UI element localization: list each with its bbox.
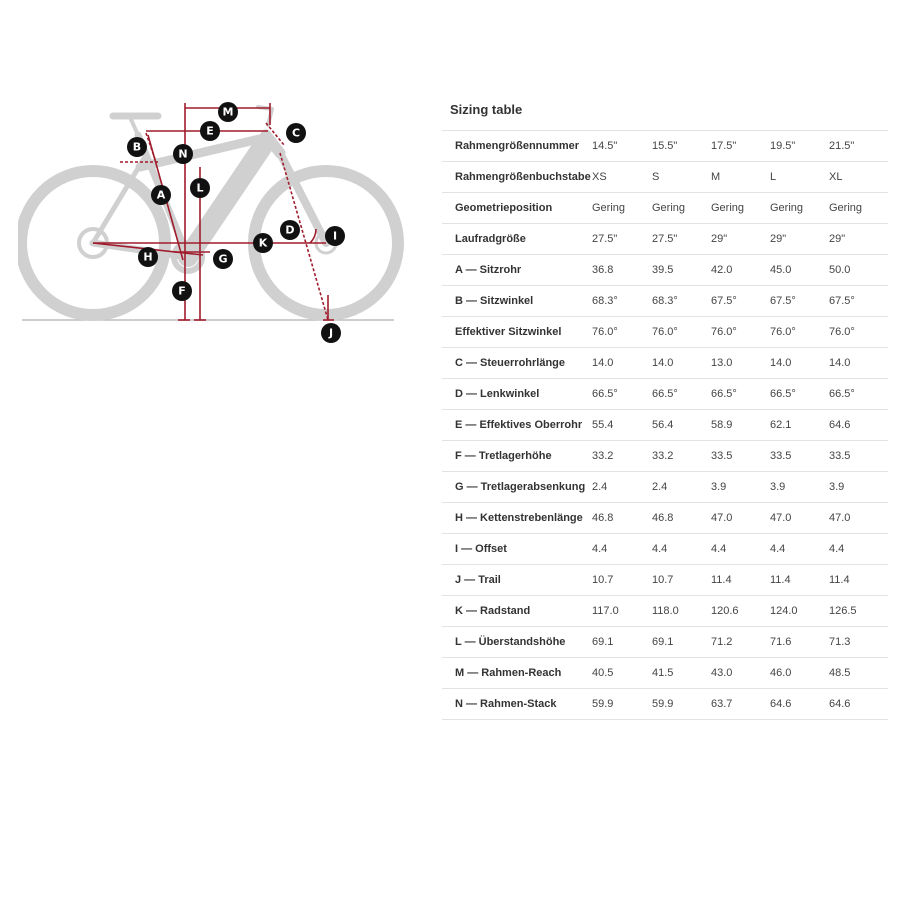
table-cell: 67.5° [711, 286, 770, 317]
marker-a [151, 185, 171, 205]
table-cell: L [770, 162, 829, 193]
svg-text:K: K [258, 236, 268, 250]
table-cell: 10.7 [592, 565, 652, 596]
marker-l [190, 178, 210, 198]
table-cell: Gering [711, 193, 770, 224]
table-cell: 29" [711, 224, 770, 255]
table-cell: 2.4 [592, 472, 652, 503]
table-cell: 13.0 [711, 348, 770, 379]
svg-text:M: M [222, 105, 234, 119]
table-cell: 39.5 [652, 255, 711, 286]
table-cell: 15.5" [652, 131, 711, 162]
table-cell: 3.9 [711, 472, 770, 503]
table-row [442, 255, 888, 286]
row-label: G — Tretlagerabsenkung [442, 472, 592, 503]
sizing-table [442, 130, 888, 720]
marker-d [280, 220, 300, 240]
table-row [442, 627, 888, 658]
table-row [442, 658, 888, 689]
table-cell: 124.0 [770, 596, 829, 627]
table-cell: 68.3° [592, 286, 652, 317]
table-cell: 33.5 [770, 441, 829, 472]
table-cell: 71.3 [829, 627, 888, 658]
table-cell: 14.0 [652, 348, 711, 379]
table-cell: 11.4 [711, 565, 770, 596]
svg-text:C: C [291, 126, 301, 140]
table-cell: 64.6 [829, 410, 888, 441]
svg-text:B: B [132, 140, 142, 154]
table-cell: 63.7 [711, 689, 770, 720]
table-cell: 76.0° [829, 317, 888, 348]
table-cell: 10.7 [652, 565, 711, 596]
table-cell: 76.0° [652, 317, 711, 348]
table-cell: Gering [770, 193, 829, 224]
table-cell: 71.6 [770, 627, 829, 658]
table-cell: 58.9 [711, 410, 770, 441]
svg-text:E: E [206, 124, 214, 138]
table-cell: 120.6 [711, 596, 770, 627]
table-row [442, 534, 888, 565]
table-cell: 64.6 [829, 689, 888, 720]
table-cell: 4.4 [652, 534, 711, 565]
table-cell: 46.8 [652, 503, 711, 534]
svg-text:F: F [178, 284, 186, 298]
table-row [442, 131, 888, 162]
table-cell: Gering [829, 193, 888, 224]
table-row [442, 162, 888, 193]
table-cell: 59.9 [592, 689, 652, 720]
table-cell: 43.0 [711, 658, 770, 689]
row-label: L — Überstandshöhe [442, 627, 592, 658]
sizing-table-title: Sizing table [450, 102, 523, 117]
table-row [442, 317, 888, 348]
row-label: Rahmengrößennummer [442, 131, 592, 162]
svg-text:L: L [196, 181, 204, 195]
table-cell: 56.4 [652, 410, 711, 441]
row-label: Laufradgröße [442, 224, 592, 255]
table-cell: 69.1 [592, 627, 652, 658]
table-cell: 45.0 [770, 255, 829, 286]
table-cell: 47.0 [711, 503, 770, 534]
table-cell: 27.5" [592, 224, 652, 255]
table-cell: 66.5° [592, 379, 652, 410]
row-label: M — Rahmen-Reach [442, 658, 592, 689]
table-cell: Gering [592, 193, 652, 224]
table-row [442, 596, 888, 627]
row-label: H — Kettenstrebenlänge [442, 503, 592, 534]
table-cell: 67.5° [829, 286, 888, 317]
table-row [442, 689, 888, 720]
row-label: J — Trail [442, 565, 592, 596]
table-row [442, 565, 888, 596]
row-label: B — Sitzwinkel [442, 286, 592, 317]
table-cell: 126.5 [829, 596, 888, 627]
table-cell: 47.0 [829, 503, 888, 534]
table-cell: 14.0 [829, 348, 888, 379]
row-label: E — Effektives Oberrohr [442, 410, 592, 441]
table-row [442, 410, 888, 441]
marker-f [172, 281, 192, 301]
marker-n [173, 144, 193, 164]
marker-k [253, 233, 273, 253]
table-cell: 118.0 [652, 596, 711, 627]
table-row [442, 224, 888, 255]
table-cell: 71.2 [711, 627, 770, 658]
marker-e [200, 121, 220, 141]
table-cell: 76.0° [711, 317, 770, 348]
table-cell: 21.5" [829, 131, 888, 162]
svg-text:D: D [285, 223, 295, 237]
marker-j [321, 323, 341, 343]
table-row [442, 348, 888, 379]
table-cell: 3.9 [770, 472, 829, 503]
table-cell: 76.0° [770, 317, 829, 348]
table-cell: S [652, 162, 711, 193]
marker-b [127, 137, 147, 157]
sizing-table-body [442, 131, 888, 720]
table-cell: 76.0° [592, 317, 652, 348]
table-cell: Gering [652, 193, 711, 224]
table-row [442, 503, 888, 534]
sizing-section [442, 100, 888, 720]
table-cell: 17.5" [711, 131, 770, 162]
row-label: I — Offset [442, 534, 592, 565]
svg-text:I: I [332, 229, 338, 243]
table-cell: 4.4 [829, 534, 888, 565]
table-cell: 50.0 [829, 255, 888, 286]
row-label: A — Sitzrohr [442, 255, 592, 286]
table-cell: 59.9 [652, 689, 711, 720]
table-cell: XS [592, 162, 652, 193]
table-row [442, 441, 888, 472]
row-label: C — Steuerrohrlänge [442, 348, 592, 379]
svg-text:H: H [143, 250, 153, 264]
table-cell: 29" [770, 224, 829, 255]
table-cell: 33.5 [711, 441, 770, 472]
table-cell: XL [829, 162, 888, 193]
svg-text:G: G [218, 252, 228, 266]
table-cell: 19.5" [770, 131, 829, 162]
row-label: D — Lenkwinkel [442, 379, 592, 410]
table-cell: 66.5° [652, 379, 711, 410]
table-cell: 36.8 [592, 255, 652, 286]
bike-geometry-svg [18, 95, 408, 350]
table-cell: 41.5 [652, 658, 711, 689]
table-row [442, 472, 888, 503]
table-cell: 66.5° [829, 379, 888, 410]
row-label: F — Tretlagerhöhe [442, 441, 592, 472]
table-cell: 33.2 [592, 441, 652, 472]
table-cell: 55.4 [592, 410, 652, 441]
marker-c [286, 123, 306, 143]
table-cell: 46.0 [770, 658, 829, 689]
table-row [442, 286, 888, 317]
row-label: Effektiver Sitzwinkel [442, 317, 592, 348]
row-label: Rahmengrößenbuchstabe [442, 162, 592, 193]
marker-m [218, 102, 238, 122]
table-cell: 64.6 [770, 689, 829, 720]
row-label: K — Radstand [442, 596, 592, 627]
table-cell: 14.5" [592, 131, 652, 162]
marker-h [138, 247, 158, 267]
svg-text:N: N [178, 147, 188, 161]
table-cell: 40.5 [592, 658, 652, 689]
table-cell: 69.1 [652, 627, 711, 658]
table-cell: 66.5° [770, 379, 829, 410]
table-cell: 66.5° [711, 379, 770, 410]
table-cell: 46.8 [592, 503, 652, 534]
table-cell: 29" [829, 224, 888, 255]
table-cell: 14.0 [592, 348, 652, 379]
svg-text:A: A [156, 188, 166, 202]
bike-geometry-diagram [18, 95, 408, 350]
table-cell: 11.4 [829, 565, 888, 596]
row-label: N — Rahmen-Stack [442, 689, 592, 720]
table-cell: 4.4 [770, 534, 829, 565]
table-cell: 33.5 [829, 441, 888, 472]
table-cell: 4.4 [711, 534, 770, 565]
table-cell: 27.5" [652, 224, 711, 255]
table-cell: 4.4 [592, 534, 652, 565]
row-label: Geometrieposition [442, 193, 592, 224]
table-cell: 48.5 [829, 658, 888, 689]
table-cell: 3.9 [829, 472, 888, 503]
table-cell: 47.0 [770, 503, 829, 534]
table-row [442, 379, 888, 410]
table-cell: 62.1 [770, 410, 829, 441]
table-cell: 42.0 [711, 255, 770, 286]
seat-post [130, 117, 138, 135]
marker-g [213, 249, 233, 269]
marker-i [325, 226, 345, 246]
table-cell: 11.4 [770, 565, 829, 596]
table-cell: 67.5° [770, 286, 829, 317]
table-cell: 14.0 [770, 348, 829, 379]
table-cell: M [711, 162, 770, 193]
svg-text:J: J [328, 326, 334, 340]
table-row [442, 193, 888, 224]
table-cell: 2.4 [652, 472, 711, 503]
table-cell: 33.2 [652, 441, 711, 472]
table-cell: 68.3° [652, 286, 711, 317]
table-cell: 117.0 [592, 596, 652, 627]
